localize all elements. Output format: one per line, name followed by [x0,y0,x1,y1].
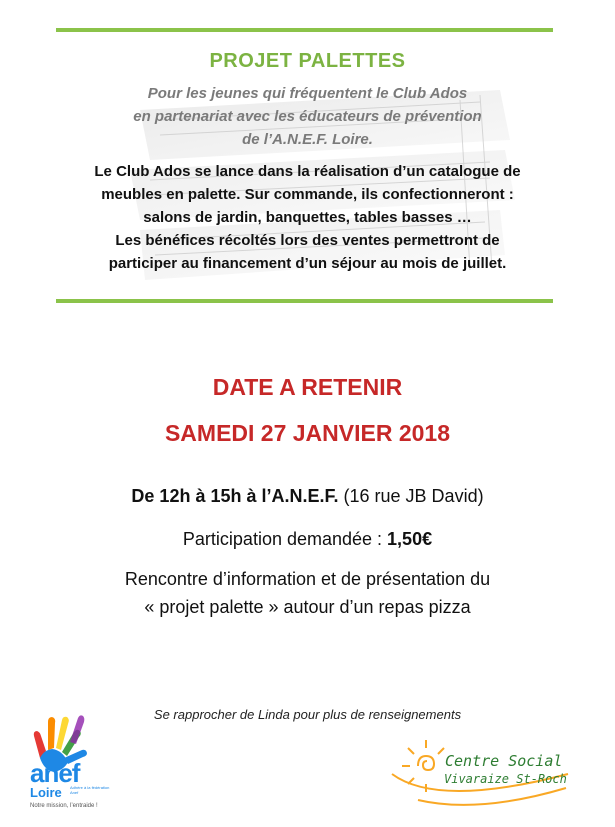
contact-note: Se rapprocher de Linda pour plus de renseignements [153,707,462,722]
meeting-line: Rencontre d’information et de présentation du [124,569,491,589]
bottom-divider [56,299,553,303]
project-intro [0,82,615,151]
anef-logo-text: anef [30,758,80,788]
event-date: SAMEDI 27 JANVIER 2018 [164,420,451,446]
description-line: Le Club Ados se lance dans la réalisation d’un catalogue de [94,163,521,180]
intro-line: en partenariat avec les éducateurs de prévention [133,108,482,125]
meeting-info [60,565,555,621]
description-line: salons de jardin, banquettes, tables basses … [143,209,472,226]
description-line: Les bénéfices récoltés lors des ventes permettront de [115,232,500,249]
description-line: meubles en palette. Sur commande, ils confectionneront : [101,186,514,203]
project-title: PROJET PALETTES [209,50,406,72]
intro-line: de l’A.N.E.F. Loire. [242,131,373,148]
anef-logo-region: Loire [30,785,62,800]
participation-fee [0,529,615,550]
anef-logo-tagline: Notre mission, l’entraide ! [30,803,98,809]
anef-logo-small-text: Adhère à la fédération Anef [70,785,110,795]
centre-social-subtitle: Vivaraize St-Roch [444,772,567,786]
centre-social-title: Centre Social [445,752,563,770]
date-label: DATE A RETENIR [212,374,403,400]
meeting-line: « projet palette » autour d’un repas pizza [144,597,471,617]
project-description [40,160,575,275]
event-address: (16 rue JB David) [338,486,484,506]
participation-label: Participation demandée : [182,529,388,549]
description-line: participer au financement d’un séjour au mois de juillet. [108,255,507,272]
event-time-place: De 12h à 15h à l’A.N.E.F. [131,486,339,506]
event-schedule [0,486,615,507]
participation-price: 1,50€ [387,529,433,549]
intro-line: Pour les jeunes qui fréquentent le Club Ados [147,85,468,102]
top-divider [56,28,553,32]
